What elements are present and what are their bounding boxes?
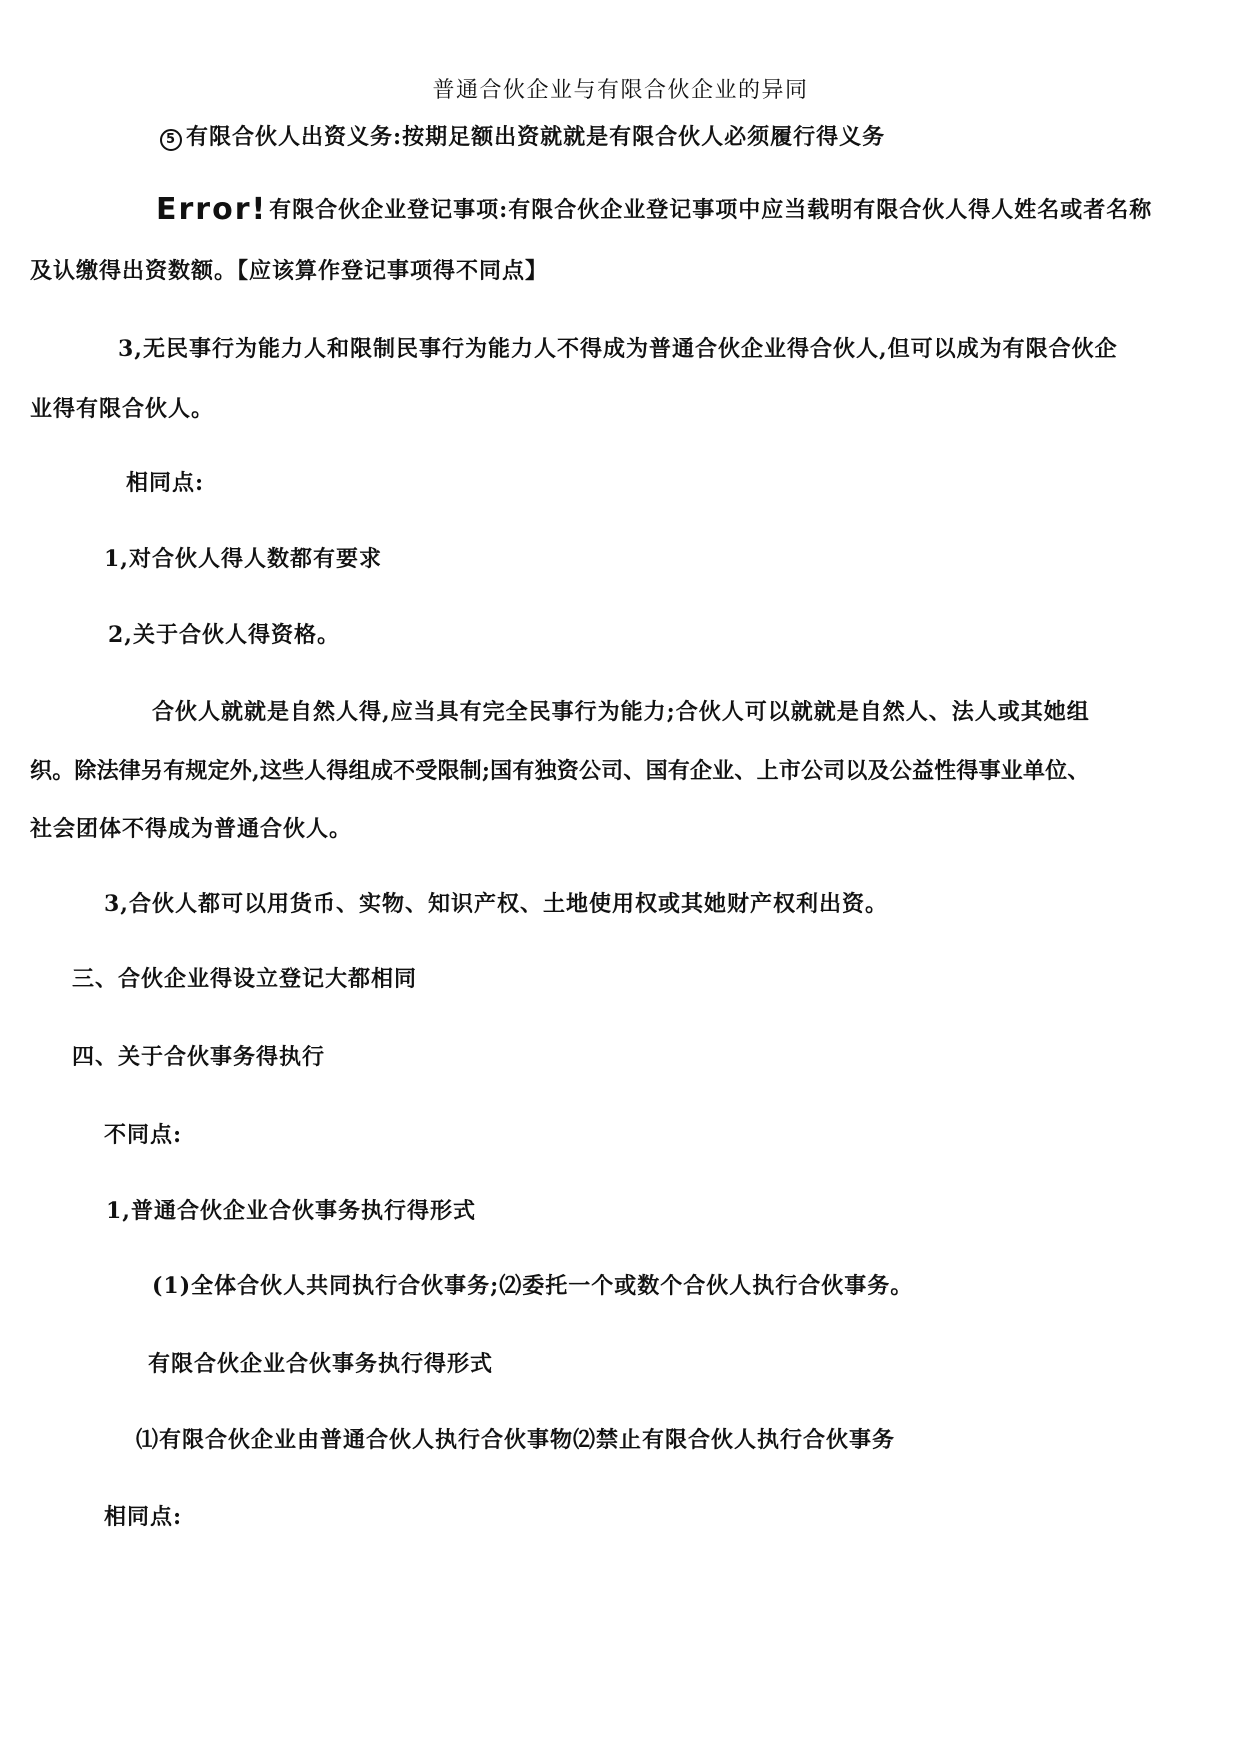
similarity-item-2: 2,关于合伙人得资格。 <box>108 622 340 648</box>
difference-item-1: 1,普通合伙企业合伙事务执行得形式 <box>106 1198 476 1224</box>
similarity-item-3: 3,合伙人都可以用货币、实物、知识产权、土地使用权或其她财产权利出资。 <box>104 891 888 917</box>
similarities-heading-2: 相同点: <box>104 1504 183 1530</box>
similarity-item-1: 1,对合伙人得人数都有要求 <box>104 546 382 572</box>
limited-partner-duty-text: 有限合伙人出资义务:按期足额出资就就是有限合伙人必须履行得义务 <box>186 124 886 150</box>
registration-paragraph-line1 <box>156 192 1153 227</box>
error-field-code: Error! <box>156 192 268 227</box>
document-title: 普通合伙企业与有限合伙企业的异同 <box>432 78 809 103</box>
registration-text-line2: 及认缴得出资数额。【应该算作登记事项得不同点】 <box>30 258 549 284</box>
difference-item-1-detail: (1)全体合伙人共同执行合伙事务;⑵委托一个或数个合伙人执行合伙事务。 <box>152 1273 914 1299</box>
qualification-paragraph-line1: 合伙人就就是自然人得,应当具有完全民事行为能力;合伙人可以就就是自然人、法人或其她组 <box>152 699 1090 725</box>
similarities-heading: 相同点: <box>126 470 205 496</box>
circled-number-icon: 5 <box>160 129 182 151</box>
limited-form-detail: ⑴有限合伙企业由普通合伙人执行合伙事物⑵禁止有限合伙人执行合伙事务 <box>136 1427 896 1453</box>
limited-partner-duty-paragraph <box>160 122 885 152</box>
limited-form-heading: 有限合伙企业合伙事务执行得形式 <box>148 1351 494 1377</box>
registration-text-line1: 有限合伙企业登记事项:有限合伙企业登记事项中应当载明有限合伙人得人姓名或者名称 <box>269 197 1153 223</box>
section-four-heading: 四、关于合伙事务得执行 <box>72 1044 326 1070</box>
qualification-paragraph-line3: 社会团体不得成为普通合伙人。 <box>30 816 353 842</box>
capacity-paragraph-line1: 3,无民事行为能力人和限制民事行为能力人不得成为普通合伙企业得合伙人,但可以成为有限合伙企 <box>118 336 1118 362</box>
differences-heading: 不同点: <box>104 1122 183 1148</box>
section-three-heading: 三、合伙企业得设立登记大都相同 <box>72 966 418 992</box>
capacity-paragraph-line2: 业得有限合伙人。 <box>30 396 215 422</box>
qualification-paragraph-line2: 织。除法律另有规定外,这些人得组成不受限制;国有独资公司、国有企业、上市公司以及公益性得事业单位、 <box>30 758 1090 784</box>
